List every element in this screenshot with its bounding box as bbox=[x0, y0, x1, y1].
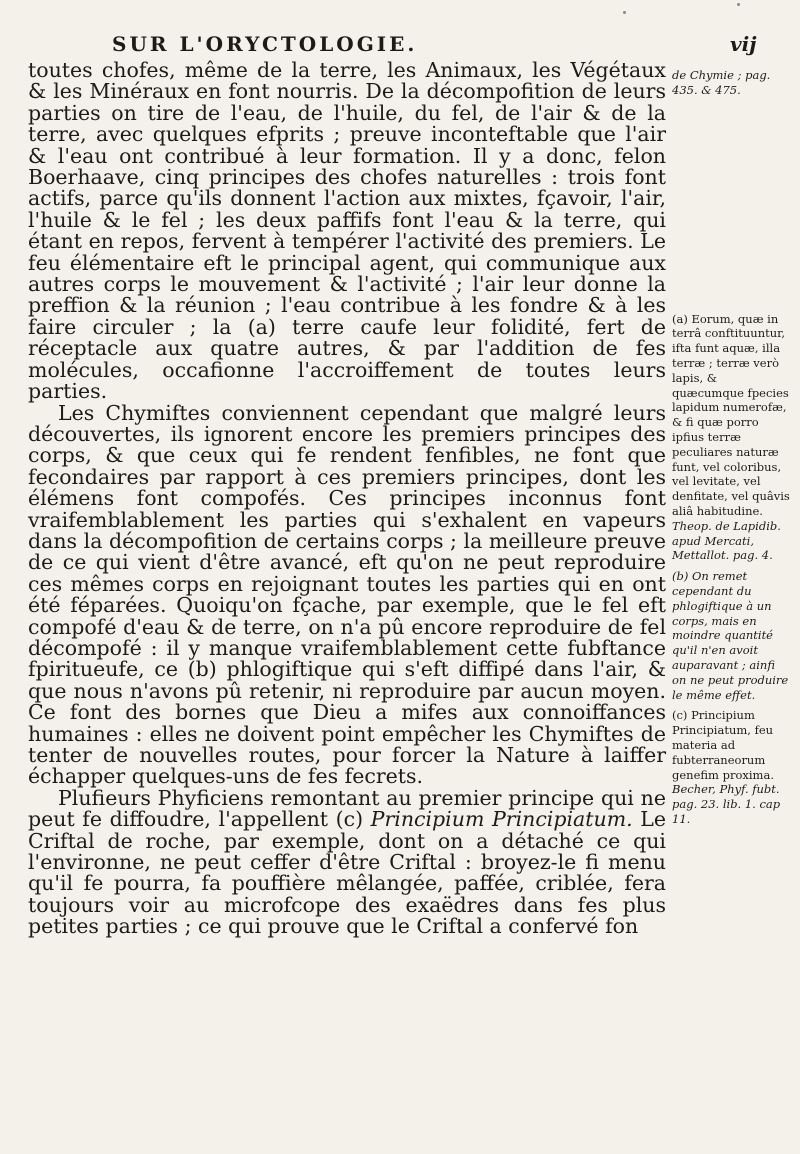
margin-note-c-reference: Becher, Phyf. fubt. pag. 23. lib. 1. cap 11. bbox=[672, 782, 781, 826]
principium-term: Principium Principiatum. bbox=[370, 807, 633, 832]
margin-notes-column bbox=[672, 68, 792, 827]
paragraph-2: Les Chymiftes conviennent cependant que malgré leurs découvertes, ils ignorent encore les premiers principes des corps, & que ceux qui fe rendent fenfibles, ne font que fecondaires par rapport à ces premiers principes, dont les élémens font compofés. Ces principes inconnus font vraifemblablement les parties qui s'exhalent en vapeurs dans la décompofition de certains corps ; la meilleure preuve de ce qui vient d'être avancé, eft qu'on ne peut reproduire ces mêmes corps en rejoignant toutes les parties qui en ont été féparées. Quoiqu'on fçache, par exemple, que le fel eft compofé d'eau & de terre, on n'a pû encore reproduire de fel décompofé : il y manque vraifemblablement cette fubftance fpiritueufe, ce (b) phlogiftique qui s'eft diffipé dans l'air, & que nous n'avons pû retenir, ni reproduire par aucun moyen. Ce font des bornes que Dieu a mifes aux connoiffances humaines : elles ne doivent point empêcher les Chymiftes de tenter de nouvelles routes, pour forcer la Nature à laiffer échapper quelques-uns de fes fecrets. bbox=[28, 400, 666, 789]
paper-speck bbox=[737, 3, 740, 6]
margin-reference-top: de Chymie ; pag. 435. & 475. bbox=[672, 68, 771, 97]
main-text-column bbox=[28, 60, 666, 938]
paragraph-1: toutes chofes, même de la terre, les Animaux, les Végétaux & les Minéraux en font nourris. De la décompofition de leurs parties on tire de l'eau, de l'huile, du fel, de l'air & de la terre, avec quelques efprits ; preuve inconteftable que l'air & l'eau ont contribué à leur formation. Il y a donc, felon Boerhaave, cinq principes des chofes naturelles : trois font actifs, parce qu'ils donnent l'action aux mixtes, fçavoir, l'air, l'huile & le fel ; les deux paffifs font l'eau & la terre, qui étant en repos, fervent à tempérer l'activité des premiers. Le feu élémentaire eft le principal agent, qui communique aux autres corps le mouvement & l'activité ; l'air leur donne la preffion & la réunion ; l'eau contribue à les fondre & à les faire circuler ; la (a) terre caufe leur folidité, fert de réceptacle aux quatre autres, & par l'addition de fes molécules, occafionne l'accroiffement de toutes leurs parties. bbox=[28, 58, 666, 404]
margin-note-c: (c) Principium Principiatum, feu materia ad fubterraneorum genefim proxima. bbox=[672, 708, 774, 782]
margin-note-a: (a) Eorum, quæ in terrâ conftituuntur, ifta funt aquæ, illa terræ ; terræ verò lapis, & quæcumque fpecies lapidum numerofæ, & fi quæ porro ipfius terræ peculiares naturæ funt, vel coloribus, vel levitate, vel denfitate, vel quâvis aliâ habitudine. bbox=[672, 311, 790, 518]
paragraph-3 bbox=[28, 785, 667, 939]
paragraph-3-start: Plufieurs Phyficiens remontant au premier principe qui ne peut fe diffoudre, l'appellent (c) bbox=[28, 785, 666, 832]
paragraph-3-end: Le Criftal de roche, par exemple, dont on a détaché ce qui l'environne, ne peut ceffer d'être Criftal : broyez-le fi menu qu'il fe pourra, fa pouffière mêlangée, paffée, criblée, fera toujours voir au microfcope des exaëdres dans fes plus petites parties ; ce qui prouve que le Criftal a confervé fon bbox=[28, 807, 667, 939]
margin-note-a-reference: Theop. de Lapidib. apud Mercati, Mettallot. pag. 4. bbox=[672, 518, 781, 563]
paper-speck bbox=[623, 11, 626, 14]
margin-note-b: (b) On remet cependant du phlogiftique à un corps, mais en moindre quantité qu'il n'en avoit auparavant ; ainfi on ne peut produire le même effet. bbox=[672, 569, 789, 702]
running-head: SUR L'ORYCTOLOGIE. bbox=[112, 32, 418, 56]
page-number: vij bbox=[730, 32, 757, 56]
